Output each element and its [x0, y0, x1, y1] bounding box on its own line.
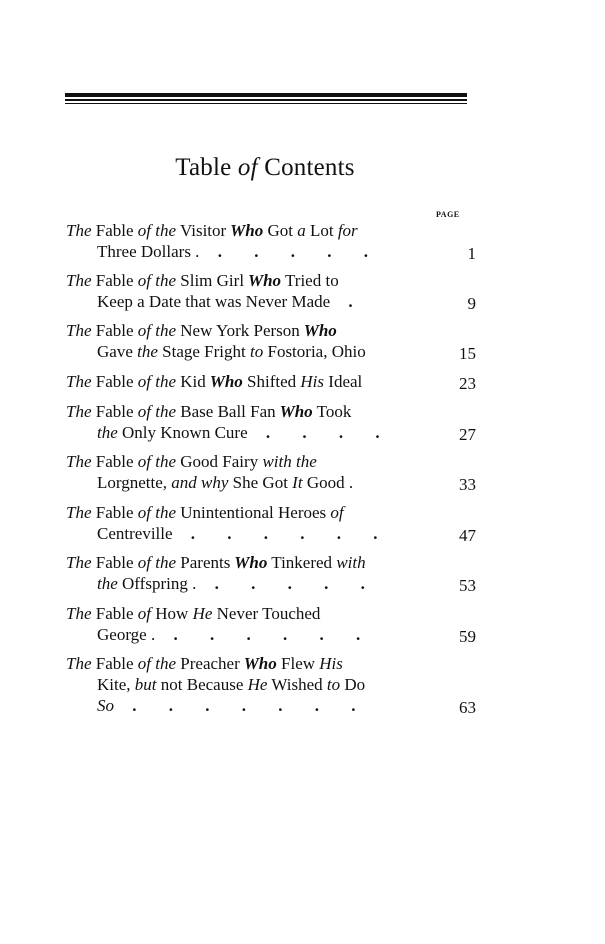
entry-text: Fable [91, 221, 134, 240]
entry-text: He [188, 604, 213, 623]
entry-text: Base Ball Fan [176, 402, 276, 421]
entry-text: She Got [228, 473, 288, 492]
entry-text: So [97, 696, 114, 715]
entry-text: Unintentional Heroes [176, 503, 327, 522]
toc-entry-line [66, 603, 470, 624]
entry-text: Fable [91, 503, 134, 522]
entry-text: of the [133, 452, 177, 471]
entry-text: Fable [91, 604, 134, 623]
toc-entry [66, 552, 476, 595]
entry-text: The [66, 271, 92, 290]
entry-text: Who [230, 553, 268, 572]
toc-entry-line [66, 241, 470, 262]
entry-text: His [315, 654, 343, 673]
entry-text: The [66, 604, 92, 623]
dot-leader: . . . . . . [155, 625, 375, 644]
entry-text: for [333, 221, 358, 240]
entry-text: with the [258, 452, 317, 471]
toc-entry-line [66, 523, 470, 544]
toc-entry [66, 653, 476, 717]
entry-text: the [97, 423, 118, 442]
page-number: 9 [467, 294, 476, 313]
page-number: 53 [459, 576, 476, 595]
entry-text: George . [97, 625, 156, 644]
entry-text: The [66, 654, 92, 673]
entry-text: Flew [276, 654, 316, 673]
entry-text: Who [226, 221, 264, 240]
toc-entry-line [66, 552, 470, 573]
entry-text: Lot [305, 221, 334, 240]
toc-entry [66, 270, 476, 313]
toc-entry-line [66, 291, 470, 312]
dot-leader: . [330, 292, 367, 311]
entry-text: of the [133, 553, 177, 572]
entry-text: of the [133, 654, 177, 673]
toc-entry-line [66, 573, 470, 594]
title-post: Contents [264, 154, 355, 181]
entry-text: He [243, 675, 268, 694]
toc-entry-line [66, 653, 470, 674]
toc-entry-line [66, 472, 470, 493]
entry-text: Good . [302, 473, 354, 492]
top-rule-medium [65, 99, 467, 101]
entry-text: The [66, 452, 92, 471]
entry-text: Preacher [176, 654, 240, 673]
page-column-header: PAGE [436, 210, 460, 219]
entry-text: Stage Fright [157, 342, 246, 361]
entry-text: of the [133, 503, 177, 522]
entry-text: The [66, 321, 92, 340]
entry-text: Keep a Date that was Never Made [97, 292, 331, 311]
page-number: 27 [459, 425, 476, 444]
dot-leader: . . . . . . [172, 524, 392, 543]
entry-text: of [326, 503, 344, 522]
entry-text: not Because [156, 675, 244, 694]
entry-text: the [97, 574, 118, 593]
toc-entry-line [66, 341, 470, 362]
entry-text: Ideal [324, 372, 363, 391]
entry-text: Kid [176, 372, 206, 391]
entry-text: How [151, 604, 189, 623]
entry-text: but [130, 675, 157, 694]
entry-text: to [322, 675, 341, 694]
entry-text: Fable [91, 271, 134, 290]
toc-entry [66, 320, 476, 363]
entry-text: Gave [97, 342, 133, 361]
entry-text: Lorgnette, [97, 473, 168, 492]
entry-text: Centreville [97, 524, 173, 543]
entry-text: of [133, 604, 152, 623]
title-of: of [237, 154, 258, 181]
page-title [0, 154, 530, 182]
entry-text: Fable [91, 402, 134, 421]
toc-entry [66, 371, 476, 393]
entry-text: with [332, 553, 366, 572]
toc-entry-line [66, 695, 470, 716]
entry-text: Good Fairy [176, 452, 259, 471]
top-rule-thin [65, 103, 467, 104]
page-number: 63 [459, 698, 476, 717]
entry-text: Tried to [281, 271, 339, 290]
entry-text: Fable [91, 372, 134, 391]
toc-entry-line [66, 220, 470, 241]
toc-entry-line [66, 451, 470, 472]
entry-text: Got [263, 221, 293, 240]
toc-entry [66, 451, 476, 494]
entry-text: a [292, 221, 306, 240]
entry-text: Took [312, 402, 352, 421]
dot-leader: . . . . . . . [114, 696, 370, 715]
entry-text: Fable [91, 321, 134, 340]
page-number: 23 [459, 374, 476, 393]
entry-text: of the [133, 372, 177, 391]
page-number: 1 [467, 244, 476, 263]
page-number: 33 [459, 475, 476, 494]
toc-entry [66, 401, 476, 444]
entry-text: Who [244, 271, 282, 290]
entry-text: The [66, 503, 92, 522]
entry-text: Who [239, 654, 277, 673]
toc-entry-line [66, 401, 470, 422]
entry-text: Fostoria, Ohio [263, 342, 366, 361]
toc-entry-line [66, 674, 470, 695]
entry-text: Who [205, 372, 243, 391]
entry-text: Offspring . [117, 574, 197, 593]
entry-text: of the [133, 221, 177, 240]
toc-entry-line [66, 371, 470, 392]
toc-entry-line [66, 624, 470, 645]
entry-text: Fable [91, 452, 134, 471]
entry-text: Three Dollars . [97, 242, 200, 261]
page-number: 15 [459, 344, 476, 363]
entry-text: His [296, 372, 325, 391]
entry-text: of the [133, 271, 177, 290]
entry-text: Shifted [242, 372, 297, 391]
entry-text: Never Touched [212, 604, 321, 623]
toc-entry-line [66, 502, 470, 523]
toc-entry-line [66, 422, 470, 443]
entry-text: It [287, 473, 303, 492]
title-pre: Table [175, 154, 232, 181]
entry-text: The [66, 553, 92, 572]
entry-text: to [245, 342, 264, 361]
entry-text: New York Person [176, 321, 300, 340]
dot-leader: . . . . . [199, 242, 382, 261]
entry-text: The [66, 221, 92, 240]
toc-entry-line [66, 270, 470, 291]
entry-text: Only Known Cure [117, 423, 248, 442]
entry-text: Kite, [97, 675, 131, 694]
entry-text: and why [167, 473, 229, 492]
entry-text: Wished [267, 675, 323, 694]
toc-entry [66, 603, 476, 646]
dot-leader: . . . . . [196, 574, 379, 593]
dot-leader: . . . . [247, 423, 394, 442]
entry-text: Fable [91, 553, 134, 572]
entry-text: The [66, 372, 92, 391]
toc-entry [66, 220, 476, 263]
entry-text: of the [133, 321, 177, 340]
top-rule-thick [65, 93, 467, 97]
toc-entry-line [66, 320, 470, 341]
entry-text: Fable [91, 654, 134, 673]
entry-text: Parents [176, 553, 231, 572]
entry-text: of the [133, 402, 177, 421]
page-number: 47 [459, 526, 476, 545]
page-number: 59 [459, 627, 476, 646]
toc-entry [66, 502, 476, 545]
entry-text: Do [340, 675, 366, 694]
entry-text: Who [275, 402, 313, 421]
entry-text: Slim Girl [176, 271, 245, 290]
entry-text: Who [299, 321, 337, 340]
entry-text: Visitor [176, 221, 227, 240]
entry-text: the [132, 342, 158, 361]
entry-text: Tinkered [267, 553, 333, 572]
entry-text: The [66, 402, 92, 421]
